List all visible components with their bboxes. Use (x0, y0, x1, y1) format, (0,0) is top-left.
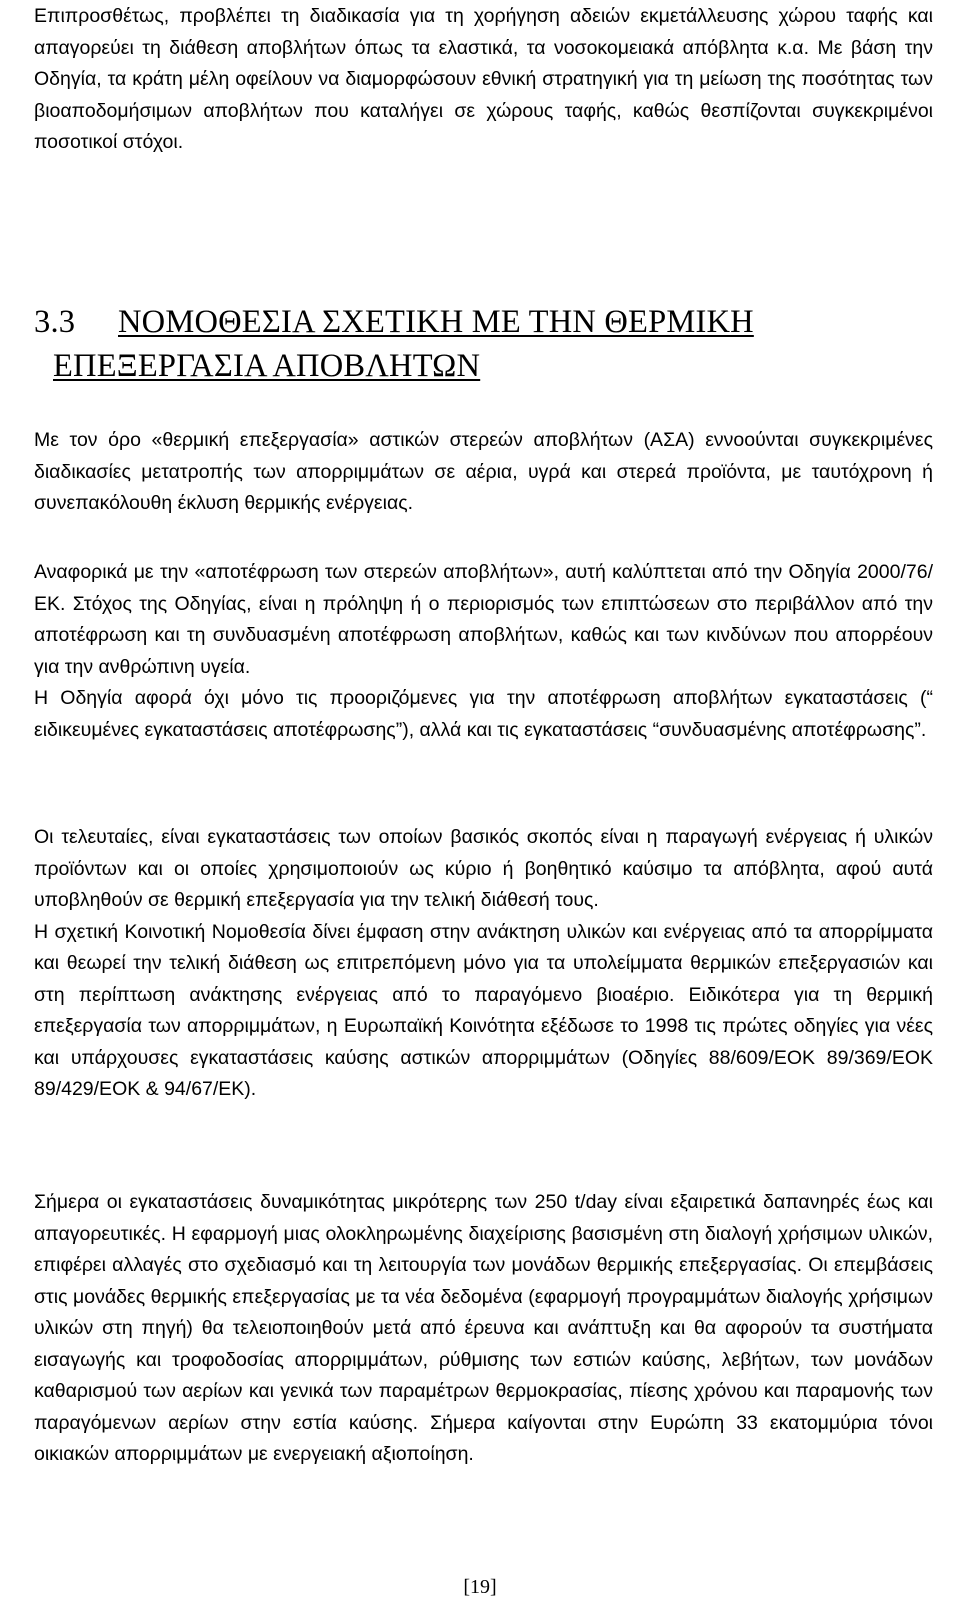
paragraph-current-situation: Σήμερα οι εγκαταστάσεις δυναμικότητας μικρότερης των 250 t/day είναι εξαιρετικά δαπανηρές έως και απαγορευτικές. Η εφαρμογή μιας ολοκληρωμένης διαχείρισης βασισμένη στη διαλογή χρήσιμων υλικών, επιφέρει αλλαγές στο σχεδιασμό και τη λειτουργία των μονάδων θερμικής επεξεργασίας. Οι επεμβάσεις στις μονάδες θερμικής επεξεργασίας με τα νέα δεδομένα (εφαρμογή προγραμμάτων διαλογής χρήσιμων υλικών στη πηγή) θα τελειοποιηθούν μετά από έρευνα και ανάπτυξη και θα αφορούν τα συστήματα εισαγωγής και τροφοδοσίας απορριμμάτων, ρύθμισης των εστιών καύσης, λεβήτων, των μονάδων καθαρισμού των αερίων και γενικά των παραμέτρων θερμοκρασίας, πίεσης χρόνου και παραμονής των παραγόμενων αερίων στην εστία καύσης. Σήμερα καίγονται στην Ευρώπη 33 εκατομμύρια τόνοι οικιακών απορριμμάτων με ενεργειακή αξιοποίηση. (34, 1191, 933, 1465)
section-title-line1: ΝΟΜΟΘΕΣΙΑ ΣΧΕΤΙΚΗ ΜΕ ΤΗΝ ΘΕΡΜΙΚΗ (118, 304, 754, 340)
paragraph-group-co-incineration (34, 822, 933, 1106)
section-number: 3.3 (34, 304, 76, 340)
section-heading (34, 300, 933, 388)
paragraph-incineration-directive: Αναφορικά με την «αποτέφρωση των στερεών αποβλήτων», αυτή καλύπτεται από την Οδηγία 2000/76/ΕΚ. Στόχος της Οδηγίας, είναι η πρόληψη ή ο περιορισμός των επιπτώσεων στο περιβάλλον από την αποτέφρωση και τη συνδυασμένη αποτέφρωση αποβλήτων, καθώς και των κινδύνων που απορρέουν για την ανθρώπινη υγεία. (34, 561, 933, 678)
paragraph-co-incineration: Οι τελευταίες, είναι εγκαταστάσεις των οποίων βασικός σκοπός είναι η παραγωγή ενέργειας ή υλικών προϊόντων και οι οποίες χρησιμοποιούν ως κύριο ή βοηθητικό καύσιμο τα απόβλητα, αφού αυτά υποβληθούν σε θερμική επεξεργασία για την τελική διάθεσή τους. (34, 826, 933, 911)
page-number: [19] (463, 1576, 497, 1598)
paragraph-thermal-treatment-definition: Με τον όρο «θερμική επεξεργασία» αστικών στερεών αποβλήτων (ΑΣΑ) εννοούνται συγκεκριμένες διαδικασίες μετατροπής των απορριμμάτων σε αέρια, υγρά και στερεά προϊόντα, με ταυτόχρονη ή συνεπακόλουθη έκλυση θερμικής ενέργειας. (34, 429, 933, 514)
section-title-line2: ΕΠΕΞΕΡΓΑΣΙΑ ΑΠΟΒΛΗΤΩΝ (53, 348, 481, 384)
section-heading-line1 (34, 304, 754, 340)
section-heading-line2 (34, 344, 933, 388)
paragraph-community-legislation: Η σχετική Κοινοτική Νομοθεσία δίνει έμφαση στην ανάκτηση υλικών και ενέργειας από τα απορρίμματα και θεωρεί την τελική διάθεση ως επιτρεπόμενη μόνο για τα υπολείμματα θερμικών επεξεργασιών και στη περίπτωση ανάκτησης ενέργειας από το παραγόμενο βιοαέριο. Ειδικότερα για τη θερμική επεξεργασία των απορριμμάτων, η Ευρωπαϊκή Κοινότητα εξέδωσε το 1998 τις πρώτες οδηγίες για νέες και υπάρχουσες εγκαταστάσεις καύσης αστικών απορριμμάτων (Οδηγίες 88/609/ΕΟΚ 89/369/ΕΟΚ 89/429/ΕΟΚ & 94/67/ΕΚ). (34, 920, 933, 1100)
paragraph-directive-scope: Η Οδηγία αφορά όχι μόνο τις προοριζόμενες για την αποτέφρωση αποβλήτων εγκαταστάσεις (“ ειδικευμένες εγκαταστάσεις αποτέφρωσης”), αλλά και τις εγκαταστάσεις “συνδυασμένης αποτέφρωσης”. (34, 687, 933, 741)
intro-paragraph: Επιπροσθέτως, προβλέπει τη διαδικασία για τη χορήγηση αδειών εκμετάλλευσης χώρου ταφής και απαγορεύει τη διάθεση αποβλήτων όπως τα ελαστικά, τα νοσοκομειακά απόβλητα κ.α. Με βάση την Οδηγία, τα κράτη μέλη οφείλουν να διαμορφώσουν εθνική στρατηγική για τη μείωση της ποσότητας των βιοαποδομήσιμων αποβλήτων που καταλήγει σε χώρους ταφής, καθώς θεσπίζονται συγκεκριμένοι ποσοτικοί στόχοι. (34, 5, 933, 153)
paragraph-group-incineration-directive (34, 557, 933, 746)
